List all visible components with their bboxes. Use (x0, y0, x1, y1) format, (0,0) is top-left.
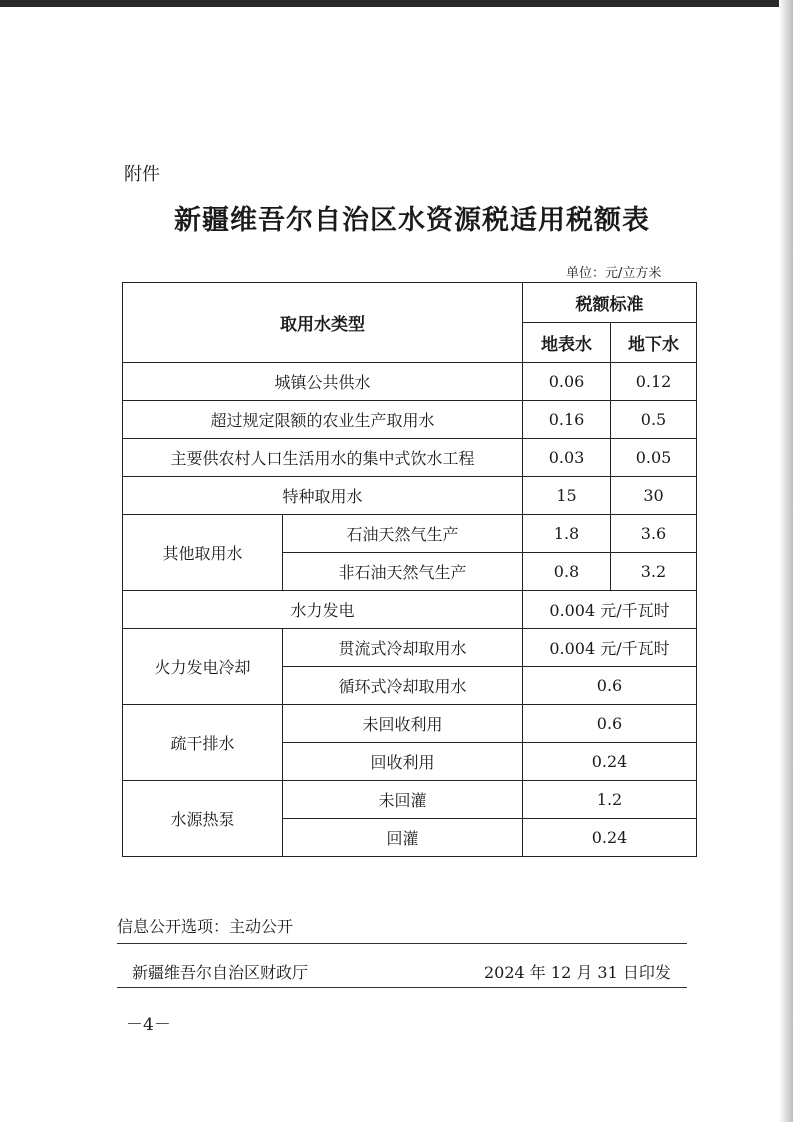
row-label: 循环式冷却取用水 (283, 667, 523, 705)
tax-rate-table (122, 282, 697, 857)
ground-value: 3.6 (611, 515, 697, 553)
row-label: 回灌 (283, 819, 523, 857)
combined-value: 1.2 (523, 781, 697, 819)
row-label: 贯流式冷却取用水 (283, 629, 523, 667)
combined-value: 0.004 元/千瓦时 (523, 591, 697, 629)
combined-value: 0.6 (523, 667, 697, 705)
table-row (123, 629, 697, 667)
table-row (123, 705, 697, 743)
surface-value: 0.8 (523, 553, 611, 591)
page-number: －4－ (126, 1015, 171, 1035)
header-water-type: 取用水类型 (123, 283, 523, 363)
group-label: 水源热泵 (123, 781, 283, 857)
surface-value: 0.06 (523, 363, 611, 401)
group-label: 其他取用水 (123, 515, 283, 591)
header-surface-water: 地表水 (523, 323, 611, 363)
combined-value: 0.004 元/千瓦时 (523, 629, 697, 667)
surface-value: 15 (523, 477, 611, 515)
row-label: 回收利用 (283, 743, 523, 781)
row-label: 超过规定限额的农业生产取用水 (123, 401, 523, 439)
header-ground-water: 地下水 (611, 323, 697, 363)
row-label: 石油天然气生产 (283, 515, 523, 553)
document-title: 新疆维吾尔自治区水资源税适用税额表 (174, 205, 650, 236)
combined-value: 0.24 (523, 819, 697, 857)
table-row (123, 477, 697, 515)
row-label: 未回收利用 (283, 705, 523, 743)
row-label: 城镇公共供水 (123, 363, 523, 401)
combined-value: 0.6 (523, 705, 697, 743)
ground-value: 0.12 (611, 363, 697, 401)
table-row (123, 515, 697, 553)
page-edge-shadow (779, 0, 793, 1122)
top-border (0, 0, 793, 7)
table-header-row (123, 283, 697, 323)
unit-label: 单位：元/立方米 (566, 266, 662, 281)
group-label: 疏干排水 (123, 705, 283, 781)
row-label: 非石油天然气生产 (283, 553, 523, 591)
disclosure-option: 信息公开选项：主动公开 (117, 917, 294, 936)
header-tax-standard: 税额标准 (523, 283, 697, 323)
group-label: 火力发电冷却 (123, 629, 283, 705)
table-row (123, 781, 697, 819)
surface-value: 0.03 (523, 439, 611, 477)
ground-value: 30 (611, 477, 697, 515)
surface-value: 0.16 (523, 401, 611, 439)
issue-date: 2024 年 12 月 31 日印发 (484, 963, 671, 982)
table-row (123, 363, 697, 401)
row-label: 水力发电 (123, 591, 523, 629)
issuer-name: 新疆维吾尔自治区财政厅 (132, 963, 309, 982)
row-label: 主要供农村人口生活用水的集中式饮水工程 (123, 439, 523, 477)
footer-rule-top (117, 943, 687, 944)
attachment-label: 附件 (124, 164, 160, 185)
row-label: 未回灌 (283, 781, 523, 819)
row-label: 特种取用水 (123, 477, 523, 515)
ground-value: 0.05 (611, 439, 697, 477)
table-row (123, 591, 697, 629)
table-row (123, 439, 697, 477)
ground-value: 0.5 (611, 401, 697, 439)
footer-rule-bottom (117, 987, 687, 988)
surface-value: 1.8 (523, 515, 611, 553)
ground-value: 3.2 (611, 553, 697, 591)
combined-value: 0.24 (523, 743, 697, 781)
table-row (123, 401, 697, 439)
